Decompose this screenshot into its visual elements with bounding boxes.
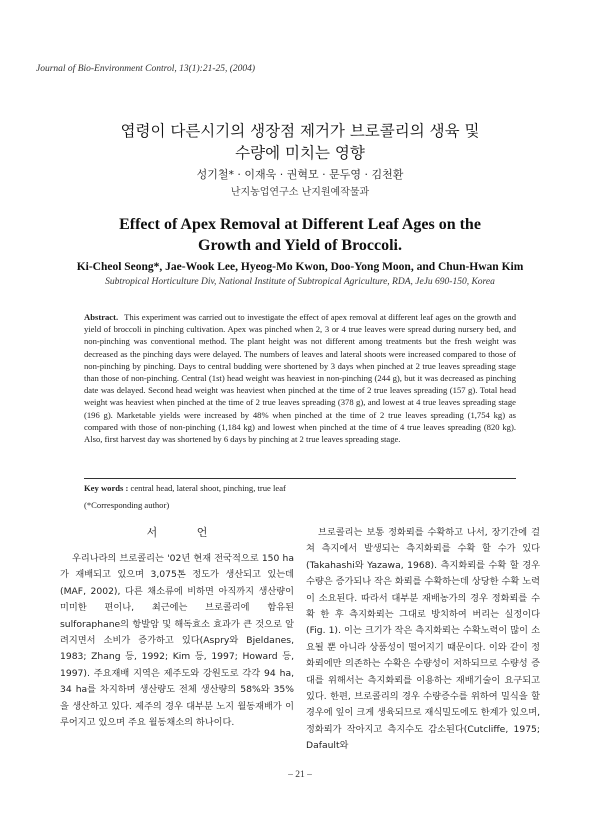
keywords [84, 483, 516, 493]
keywords-label: Key words : [84, 483, 129, 493]
korean-authors: 성기철* · 이재욱 · 권혁모 · 문두영 · 김천환 [196, 168, 404, 181]
english-affiliation: Subtropical Horticulture Div, National Institute of Subtropical Agriculture, RDA, JeJu 690-150, Korea [105, 277, 495, 287]
journal-citation: Journal of Bio-Environment Control, 13(1):21-25, (2004) [36, 64, 256, 74]
left-column-paragraph: 우리나라의 브로콜리는 '02년 현재 전국적으로 150 ha가 재배되고 있으며 3,075톤 정도가 생산되고 있는데(MAF, 2002), 다른 채소류에 비하면 아직까지 생산량이 미미한 편이나, 최근에는 브로콜리에 함유된 sulforaphane의 항발암 및 해독효소 효과가 큰 것으로 알려지면서 소비가 증가하고 있다(Aspry와 Bjeldanes, 1983; Zhang 등, 1992; Kim 등, 1997; Howard 등, 1997). 주요재배 지역은 제주도와 강원도로 각각 94 ha, 34 ha를 차지하며 생산량도 전체 생산량의 58%와 35%을 생산하고 있다. 제주의 경우 대부분 노지 월동재배가 이루어지고 있으며 주요 월동채소의 하나이다. [60, 553, 294, 729]
korean-title-line-1: 엽령이 다른시기의 생장점 제거가 브로콜리의 생육 및 [120, 122, 480, 140]
abstract [84, 311, 516, 445]
abstract-label: Abstract. [84, 312, 119, 322]
right-column [306, 525, 540, 755]
right-column-paragraph: 브로콜리는 보통 정화뢰를 수확하고 나서, 장기간에 걸쳐 측지에서 발생되는 측지화뢰를 수확 할 수가 있다(Takahashi와 Yazawa, 1968). 측지화뢰를 수확 할 경우 수량은 증가되나 작은 화뢰를 수확하는데 상당한 수확 노력이 소요된다. 따라서 대부분 재배농가의 경우 정화뢰를 수확 한 후 측지화뢰는 그대로 방치하여 버리는 실정이다(Fig. 1). 이는 크기가 작은 측지화뢰는 수확노력이 많이 소요될 뿐 아니라 상품성이 떨어지기 때문이다. 이와 같이 정화뢰에만 의존하는 수확은 수량성이 저하되므로 수량성 증대를 위해서는 측지화뢰를 이용하는 재배기술이 요구되고 있다. 한편, 브로콜리의 경우 수량증수를 위하여 밀식을 할 경우에 잎이 크게 생육되므로 재식밀도에도 한계가 있으며, 정화뢰가 작아지고 측지수도 감소된다(Cutcliffe, 1975; Dafault와 [306, 527, 540, 752]
english-authors: Ki-Cheol Seong*, Jae-Wook Lee, Hyeog-Mo Kwon, Doo-Yong Moon, and Chun-Hwan Kim [76, 261, 524, 273]
section-heading: 서 언 [146, 526, 226, 539]
abstract-text: This experiment was carried out to investigate the effect of apex removal at different leaf ages on the growth and yield of broccoli in pinching cultivation. Apex was pinched when 2, 3 or 4 true leaves were spread during nursery bed, and non-pinching was conventional method. The plant height was not different among treatments but the fresh weight was decreased as the pinching days were delayed. The numbers of leaves and lateral shoots were increased compared to those of non-pinching by pinching. Days to central budding were shortened by 3 days when pinched at 2 true leaves spreading stage than those of non-pinching. Central (1st) head weight was heaviest in non-pinching (244 g), but it was decreased as pinching date was delayed. Second head weight was heaviest when pinched at the time of 2 true leaves spreading (157 g). Total head weight was heaviest when pinched at the time of 2 true leaves spreading (378 g), and lowest at 4 true leaves spreading stage (196 g). Marketable yields were increased by 48% when pinched at the time of 2 true leaves spreading (1,754 kg) as compared with those of non-pinching (1,184 kg) and lowest when pinched at the time of 4 true leaves spreading (820 kg). Also, first harvest day was shortened by 6 days by pinching at 2 true leaves spreading stage. [84, 312, 516, 445]
page-number: – 21 – [288, 770, 312, 780]
keywords-text: central head, lateral shoot, pinching, true leaf [128, 483, 286, 493]
korean-title [60, 120, 540, 164]
english-title-line-1: Effect of Apex Removal at Different Leaf Ages on the [119, 216, 481, 233]
corresponding-author-note: (*Corresponding author) [84, 500, 170, 510]
left-column [60, 525, 294, 731]
korean-title-line-2: 수량에 미치는 영향 [235, 144, 365, 162]
english-title-line-2: Growth and Yield of Broccoli. [198, 237, 402, 254]
korean-affiliation: 난지농업연구소 난지원예작물과 [230, 187, 370, 198]
english-title [40, 214, 560, 256]
abstract-divider [84, 478, 516, 479]
